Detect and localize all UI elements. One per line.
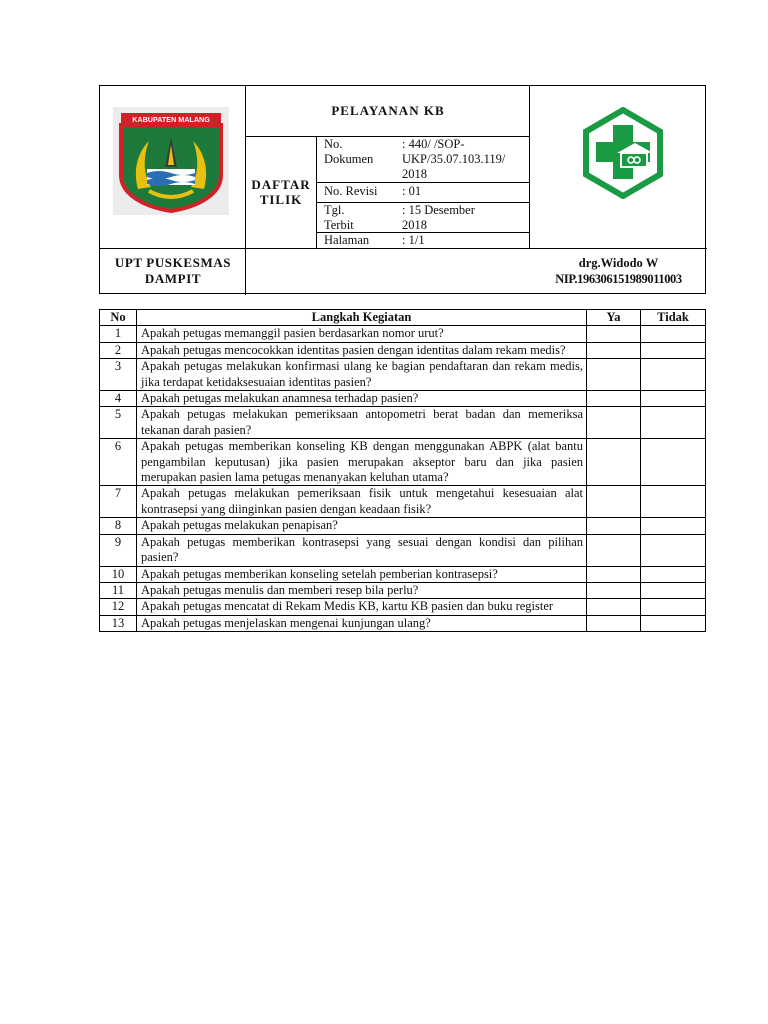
row-number: 2 (100, 342, 137, 358)
checklist-row (100, 342, 706, 358)
ya-checkbox-cell[interactable] (587, 518, 641, 534)
field-value-tgl-terbit: : 15 Desember 2018 (402, 203, 475, 232)
row-question: Apakah petugas memberikan kontrasepsi yang sesuai dengan kondisi dan pilihan pasien? (137, 534, 587, 566)
row-number: 4 (100, 391, 137, 407)
tidak-checkbox-cell[interactable] (641, 486, 706, 518)
row-question: Apakah petugas memanggil pasien berdasarkan nomor urut? (137, 326, 587, 342)
field-value-halaman: : 1/1 (402, 233, 425, 247)
checklist-header-row (100, 310, 706, 326)
document-type: DAFTAR TILIK (251, 177, 311, 207)
row-question: Apakah petugas melakukan anamnesa terhadap pasien? (137, 391, 587, 407)
checklist-row (100, 518, 706, 534)
row-question: Apakah petugas melakukan penapisan? (137, 518, 587, 534)
row-question: Apakah petugas mencatat di Rekam Medis KB, kartu KB pasien dan buku register (137, 599, 587, 615)
field-label-tgl-terbit: Tgl. Terbit (324, 203, 354, 232)
checklist-row (100, 615, 706, 631)
checklist-row (100, 534, 706, 566)
ya-checkbox-cell[interactable] (587, 342, 641, 358)
row-number: 11 (100, 582, 137, 598)
ya-checkbox-cell[interactable] (587, 566, 641, 582)
row-number: 7 (100, 486, 137, 518)
field-value-no-dokumen: : 440/ /SOP- UKP/35.07.103.119/ 2018 (402, 137, 506, 181)
signer-name: drg.Widodo W (578, 256, 659, 270)
kabupaten-malang-logo (113, 107, 229, 215)
field-label-halaman: Halaman (324, 233, 370, 247)
puskesmas-logo-icon (577, 107, 669, 199)
row-number: 13 (100, 615, 137, 631)
column-header-ya: Ya (587, 310, 641, 326)
document-header (99, 85, 706, 294)
checklist-row (100, 486, 706, 518)
row-number: 10 (100, 566, 137, 582)
ya-checkbox-cell[interactable] (587, 439, 641, 486)
checklist-row (100, 359, 706, 391)
row-number: 3 (100, 359, 137, 391)
tidak-checkbox-cell[interactable] (641, 342, 706, 358)
tidak-checkbox-cell[interactable] (641, 391, 706, 407)
row-question: Apakah petugas memberikan konseling KB dengan menggunakan ABPK (alat bantu pengambilan keputusan) jika pasien merupakan akseptor baru dan jika pasien merupakan pasien lama petugas menanyakan keluhan utama? (137, 439, 587, 486)
tidak-checkbox-cell[interactable] (641, 439, 706, 486)
checklist-row (100, 391, 706, 407)
row-question: Apakah petugas memberikan konseling setelah pemberian kontrasepsi? (137, 566, 587, 582)
ya-checkbox-cell[interactable] (587, 407, 641, 439)
ya-checkbox-cell[interactable] (587, 486, 641, 518)
row-number: 5 (100, 407, 137, 439)
signer-nip: NIP.196306151989011003 (555, 272, 682, 286)
checklist-row (100, 599, 706, 615)
checklist-table (99, 309, 706, 632)
field-value-no-revisi: : 01 (402, 184, 422, 198)
tidak-checkbox-cell[interactable] (641, 534, 706, 566)
ya-checkbox-cell[interactable] (587, 534, 641, 566)
checklist-row (100, 582, 706, 598)
row-number: 1 (100, 326, 137, 342)
logo-text: KABUPATEN MALANG (132, 115, 210, 124)
signature-block (530, 249, 707, 293)
ya-checkbox-cell[interactable] (587, 599, 641, 615)
row-number: 8 (100, 518, 137, 534)
field-label-no-revisi: No. Revisi (324, 184, 378, 198)
column-header-tidak: Tidak (641, 310, 706, 326)
tidak-checkbox-cell[interactable] (641, 359, 706, 391)
checklist-row (100, 407, 706, 439)
row-question: Apakah petugas melakukan pemeriksaan antopometri berat badan dan memeriksa tekanan darah pasien? (137, 407, 587, 439)
column-header-no: No (100, 310, 137, 326)
checklist-row (100, 439, 706, 486)
ya-checkbox-cell[interactable] (587, 582, 641, 598)
row-question: Apakah petugas mencocokkan identitas pasien dengan identitas dalam rekam medis? (137, 342, 587, 358)
tidak-checkbox-cell[interactable] (641, 407, 706, 439)
tidak-checkbox-cell[interactable] (641, 326, 706, 342)
tidak-checkbox-cell[interactable] (641, 615, 706, 631)
ya-checkbox-cell[interactable] (587, 391, 641, 407)
column-header-langkah: Langkah Kegiatan (137, 310, 587, 326)
row-question: Apakah petugas melakukan konfirmasi ulang ke bagian pendaftaran dan rekam medis, jika terdapat ketidaksesuaian identitas pasien? (137, 359, 587, 391)
checklist-row (100, 566, 706, 582)
checklist-row (100, 326, 706, 342)
organization-name: UPT PUSKESMAS DAMPIT (114, 255, 232, 286)
ya-checkbox-cell[interactable] (587, 359, 641, 391)
tidak-checkbox-cell[interactable] (641, 566, 706, 582)
row-question: Apakah petugas menulis dan memberi resep bila perlu? (137, 582, 587, 598)
row-number: 9 (100, 534, 137, 566)
tidak-checkbox-cell[interactable] (641, 518, 706, 534)
ya-checkbox-cell[interactable] (587, 326, 641, 342)
ya-checkbox-cell[interactable] (587, 615, 641, 631)
document-title: PELAYANAN KB (331, 103, 445, 118)
row-number: 6 (100, 439, 137, 486)
tidak-checkbox-cell[interactable] (641, 599, 706, 615)
row-number: 12 (100, 599, 137, 615)
field-label-no-dokumen: No. Dokumen (324, 137, 374, 166)
row-question: Apakah petugas melakukan pemeriksaan fisik untuk mengetahui kesesuaian alat kontrasepsi yang diinginkan pasien dengan keadaan fisik? (137, 486, 587, 518)
tidak-checkbox-cell[interactable] (641, 582, 706, 598)
row-question: Apakah petugas menjelaskan mengenai kunjungan ulang? (137, 615, 587, 631)
